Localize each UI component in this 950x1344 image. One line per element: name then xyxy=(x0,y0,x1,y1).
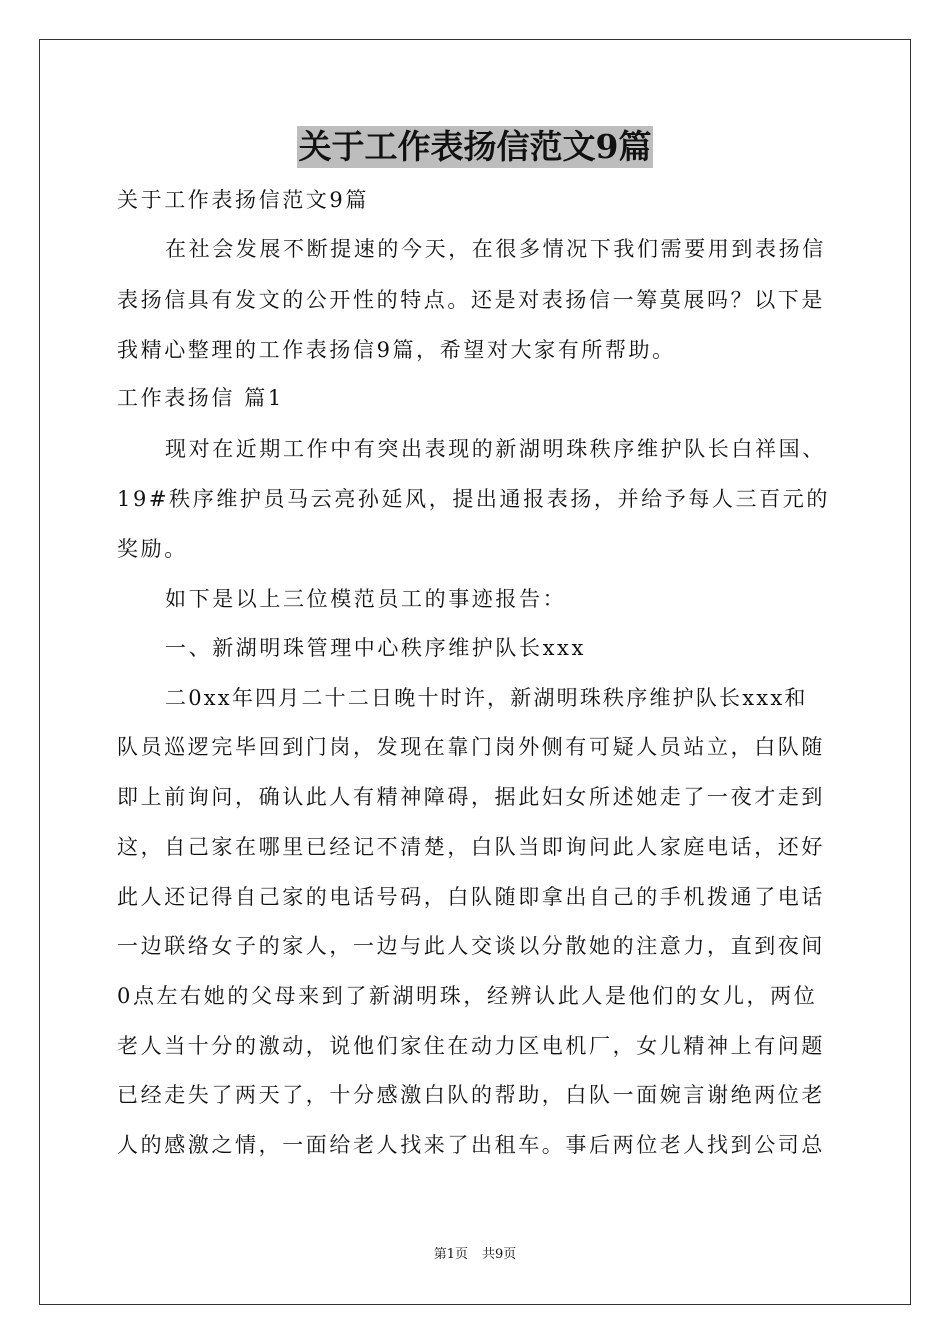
paragraph-line: 0点左右她的父母来到了新湖明珠，经辨认此人是他们的女儿，两位 xyxy=(117,984,818,1008)
paragraph-line: 我精心整理的工作表扬信9篇，希望对大家有所帮助。 xyxy=(117,338,676,362)
document-title: 关于工作表扬信范文9篇 xyxy=(298,127,652,166)
page-footer xyxy=(0,1246,950,1264)
paragraph-line: 在社会发展不断提速的今天，在很多情况下我们需要用到表扬信 xyxy=(165,237,826,261)
paragraph-line: 人的感激之情，一面给老人找来了出租车。事后两位老人找到公司总 xyxy=(117,1133,825,1157)
paragraph-line: 表扬信具有发文的公开性的特点。还是对表扬信一筹莫展吗？以下是 xyxy=(117,288,825,312)
paragraph-line: 二0xx年四月二十二日晚十时许，新湖明珠秩序维护队长xxx和 xyxy=(165,686,808,710)
page-number: 第1页 xyxy=(433,1247,468,1262)
paragraph-line: 即上前询问，确认此人有精神障碍，据此妇女所述她走了一夜才走到 xyxy=(117,785,825,809)
paragraph-line: 一边联络女子的家人，一边与此人交谈以分散她的注意力，直到夜间 xyxy=(117,934,825,958)
page-total: 共9页 xyxy=(482,1247,517,1262)
paragraph-line: 这，自己家在哪里已经记不清楚，白队当即询问此人家庭电话，还好 xyxy=(117,835,825,859)
section-heading: 工作表扬信 篇1 xyxy=(117,386,284,410)
paragraph-line: 队员巡逻完毕回到门岗，发现在靠门岗外侧有可疑人员站立，白队随 xyxy=(117,735,825,759)
paragraph-line: 如下是以上三位模范员工的事迹报告： xyxy=(165,587,567,611)
document-title-container xyxy=(0,126,950,168)
paragraph-line: 现对在近期工作中有突出表现的新湖明珠秩序维护队长白祥国、 xyxy=(165,437,826,461)
paragraph-line: 此人还记得自己家的电话号码，白队随即拿出自己的手机拨通了电话 xyxy=(117,885,825,909)
subtitle-line: 关于工作表扬信范文9篇 xyxy=(117,188,369,212)
paragraph-line: 一、新湖明珠管理中心秩序维护队长xxx xyxy=(165,636,586,660)
paragraph-line: 老人当十分的激动，说他们家住在动力区电机厂，女儿精神上有问题 xyxy=(117,1034,825,1058)
page-border xyxy=(39,39,911,1305)
paragraph-line: 19#秩序维护员马云亮孙延风，提出通报表扬，并给予每人三百元的 xyxy=(117,487,830,511)
paragraph-line: 奖励。 xyxy=(117,537,188,561)
paragraph-line: 已经走失了两天了，十分感激白队的帮助，白队一面婉言谢绝两位老 xyxy=(117,1083,825,1107)
